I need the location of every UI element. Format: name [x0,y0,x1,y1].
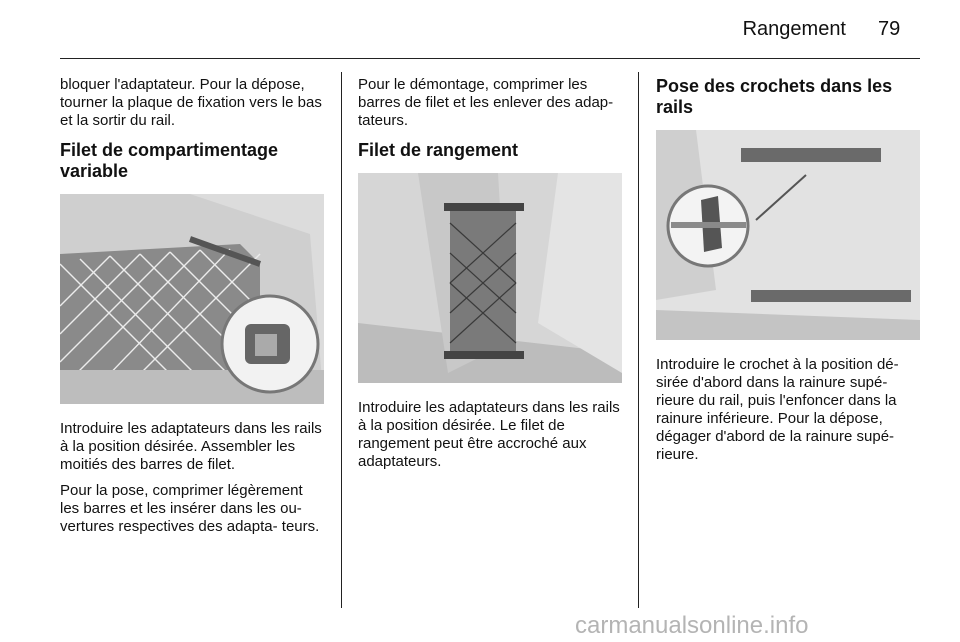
column-divider-1 [341,72,342,608]
col2-paragraph-1: Pour le démontage, comprimer les barres de filet et les enlever des adap- tateurs. [358,76,614,129]
watermark: carmanualsonline.info [575,612,809,639]
figure-variable-net [60,194,324,404]
figure-storage-net [358,173,622,383]
column-divider-2 [638,72,639,608]
page-number: 79 [878,18,901,40]
col1-paragraph-3: Pour la pose, comprimer légèrement les barres et les insérer dans les ou- vertures respectives des adapta- teurs. [60,482,320,535]
column-1 [60,76,324,544]
col1-paragraph-2: Introduire les adaptateurs dans les rails à la position désirée. Assembler les moitiés des barres de filet. [60,420,322,473]
col1-heading: Filet de compartimentage variable [60,140,279,181]
figure-hooks-in-rails [656,130,920,340]
header-rule [60,58,920,59]
header-title: Rangement [742,18,846,40]
col3-heading: Pose des crochets dans les rails [656,76,893,117]
column-2 [358,76,622,479]
col1-paragraph-1: bloquer l'adaptateur. Pour la dépose, tourner la plaque de fixation vers le bas et la sortir du rail. [60,76,322,129]
col3-paragraph-1: Introduire le crochet à la position dé- sirée d'abord dans la rainure supé- rieure du rail, puis l'enfoncer dans la rainure inférieure. Pour la dépose, dégager d'abord de la rainure supé- rieure. [656,356,899,463]
col2-paragraph-2: Introduire les adaptateurs dans les rails à la position désirée. Le filet de rangement peut être accroché aux adaptateurs. [358,399,620,470]
column-3 [656,76,920,472]
col2-heading: Filet de rangement [358,140,519,160]
